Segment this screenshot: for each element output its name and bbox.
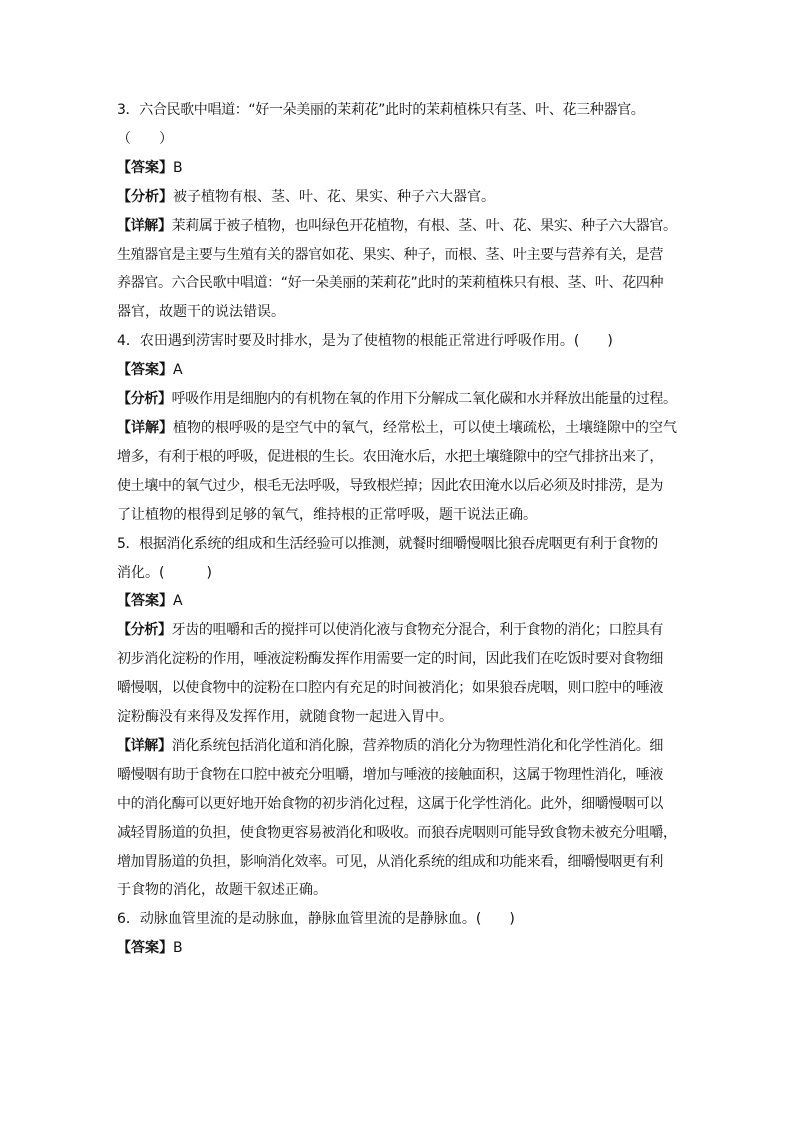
question-stem: 3．六合民歌中唱道：“好一朵美丽的茉莉花”此时的茉莉植株只有茎、叶、花三种器官。 [117,102,645,118]
analysis-text: 嚼慢咽，以使食物中的淀粉在口腔内有充足的时间被消化；如果狼吞虎咽，则口腔中的唾液 [117,680,663,697]
analysis-label: 【 分析 】 [117,391,172,407]
answer-row [117,154,682,183]
question-3 [117,96,682,327]
analysis-text: 牙齿的咀嚼和舌的搅拌可以使消化液与食物充分混合，利于食物的消化；口腔具有 [171,622,664,639]
analysis-row [117,616,682,645]
detail-text: 中的消化酶可以更好地开始食物的初步消化过程，这属于化学性消化。此外，细嚼慢咽可以 [117,795,663,812]
detail-text: 了让植物的根得到足够的氧气，维持根的正常呼吸，题干说法正确。 [117,506,537,523]
question-stem: 5．根据消化系统的组成和生活经验可以推测，就餐时细嚼慢咽比狼吞虎咽更有利于食物的 [117,535,658,552]
detail-text: 茉莉属于被子植物，也叫绿色开花植物，有根、茎、叶、花、果实、种子六大器官。 [171,217,677,234]
detail-row [117,732,682,761]
analysis-row [117,385,682,414]
answer-row [117,934,682,963]
answer-blank: （ ） [117,130,173,147]
question-5 [117,530,682,906]
detail-text: 植物的根呼吸的是空气中的氧气，经常松土，可以使土壤疏松，土壤缝隙中的空气 [173,419,677,436]
answer-value: A [173,362,183,379]
detail-text: 器官，故题干的说法错误。 [117,304,285,321]
question-4 [117,327,682,529]
answer-label: 【 答案 】 [117,940,173,956]
detail-label: 【 详解 】 [117,420,173,436]
answer-label: 【 答案 】 [117,160,173,176]
detail-row [117,414,682,443]
detail-text: 于食物的消化，故题干叙述正确。 [117,882,327,899]
detail-label: 【 详解 】 [117,218,172,234]
analysis-text: 被子植物有根、茎、叶、花、果实、种子六大器官。 [173,188,495,205]
detail-text: 养器官。六合民歌中唱道：“好一朵美丽的茉莉花”此时的茉莉植株只有根、茎、叶、花四种 [117,275,664,292]
analysis-text: 淀粉酶没有来得及发挥作用，就随食物一起进入胃中。 [117,709,453,726]
detail-text: 增多，有利于根的呼吸，促进根的生长。农田淹水后，水把土壤缝隙中的空气排挤出来了， [117,448,663,465]
answer-row [117,587,682,616]
detail-text: 消化系统包括消化道和消化腺，营养物质的消化分为物理性消化和化学性消化。细 [171,737,664,754]
question-6 [117,905,682,963]
analysis-label: 【 分析 】 [117,189,173,205]
answer-value: A [173,593,183,610]
answer-value: B [173,159,183,176]
detail-text: 使土壤中的氧气过少，根毛无法呼吸，导致根烂掉；因此农田淹水以后必须及时排涝，是为 [117,477,663,494]
question-stem: 4．农田遇到涝害时要及时排水，是为了使植物的根能正常进行呼吸作用。( ) [117,333,613,350]
document-page [117,96,682,963]
detail-text: 嚼慢咽有助于食物在口腔中被充分咀嚼，增加与唾液的接触面积，这属于物理性消化，唾液 [117,766,663,783]
detail-text: 增加胃肠道的负担，影响消化效率。可见，从消化系统的组成和功能来看，细嚼慢咽更有利 [117,853,663,870]
question-stem: 消化。( ) [117,564,212,581]
answer-value: B [173,940,183,957]
analysis-text: 呼吸作用是细胞内的有机物在氧的作用下分解成二氧化碳和水并释放出能量的过程。 [171,391,677,408]
detail-row [117,212,682,241]
detail-text: 生殖器官是主要与生殖有关的器官如花、果实、种子，而根、茎、叶主要与营养有关，是营 [117,246,663,263]
answer-row [117,356,682,385]
answer-label: 【 答案 】 [117,362,173,378]
question-stem: 6．动脉血管里流的是动脉血，静脉血管里流的是静脉血。( ) [117,911,515,928]
analysis-text: 初步消化淀粉的作用，唾液淀粉酶发挥作用需要一定的时间，因此我们在吃饭时要对食物细 [117,651,663,668]
answer-label: 【 答案 】 [117,593,173,609]
detail-label: 【 详解 】 [117,738,172,754]
analysis-label: 【 分析 】 [117,622,172,638]
analysis-row [117,183,682,212]
detail-text: 减轻胃肠道的负担，使食物更容易被消化和吸收。而狼吞虎咽则可能导致食物未被充分咀嚼， [117,824,677,841]
